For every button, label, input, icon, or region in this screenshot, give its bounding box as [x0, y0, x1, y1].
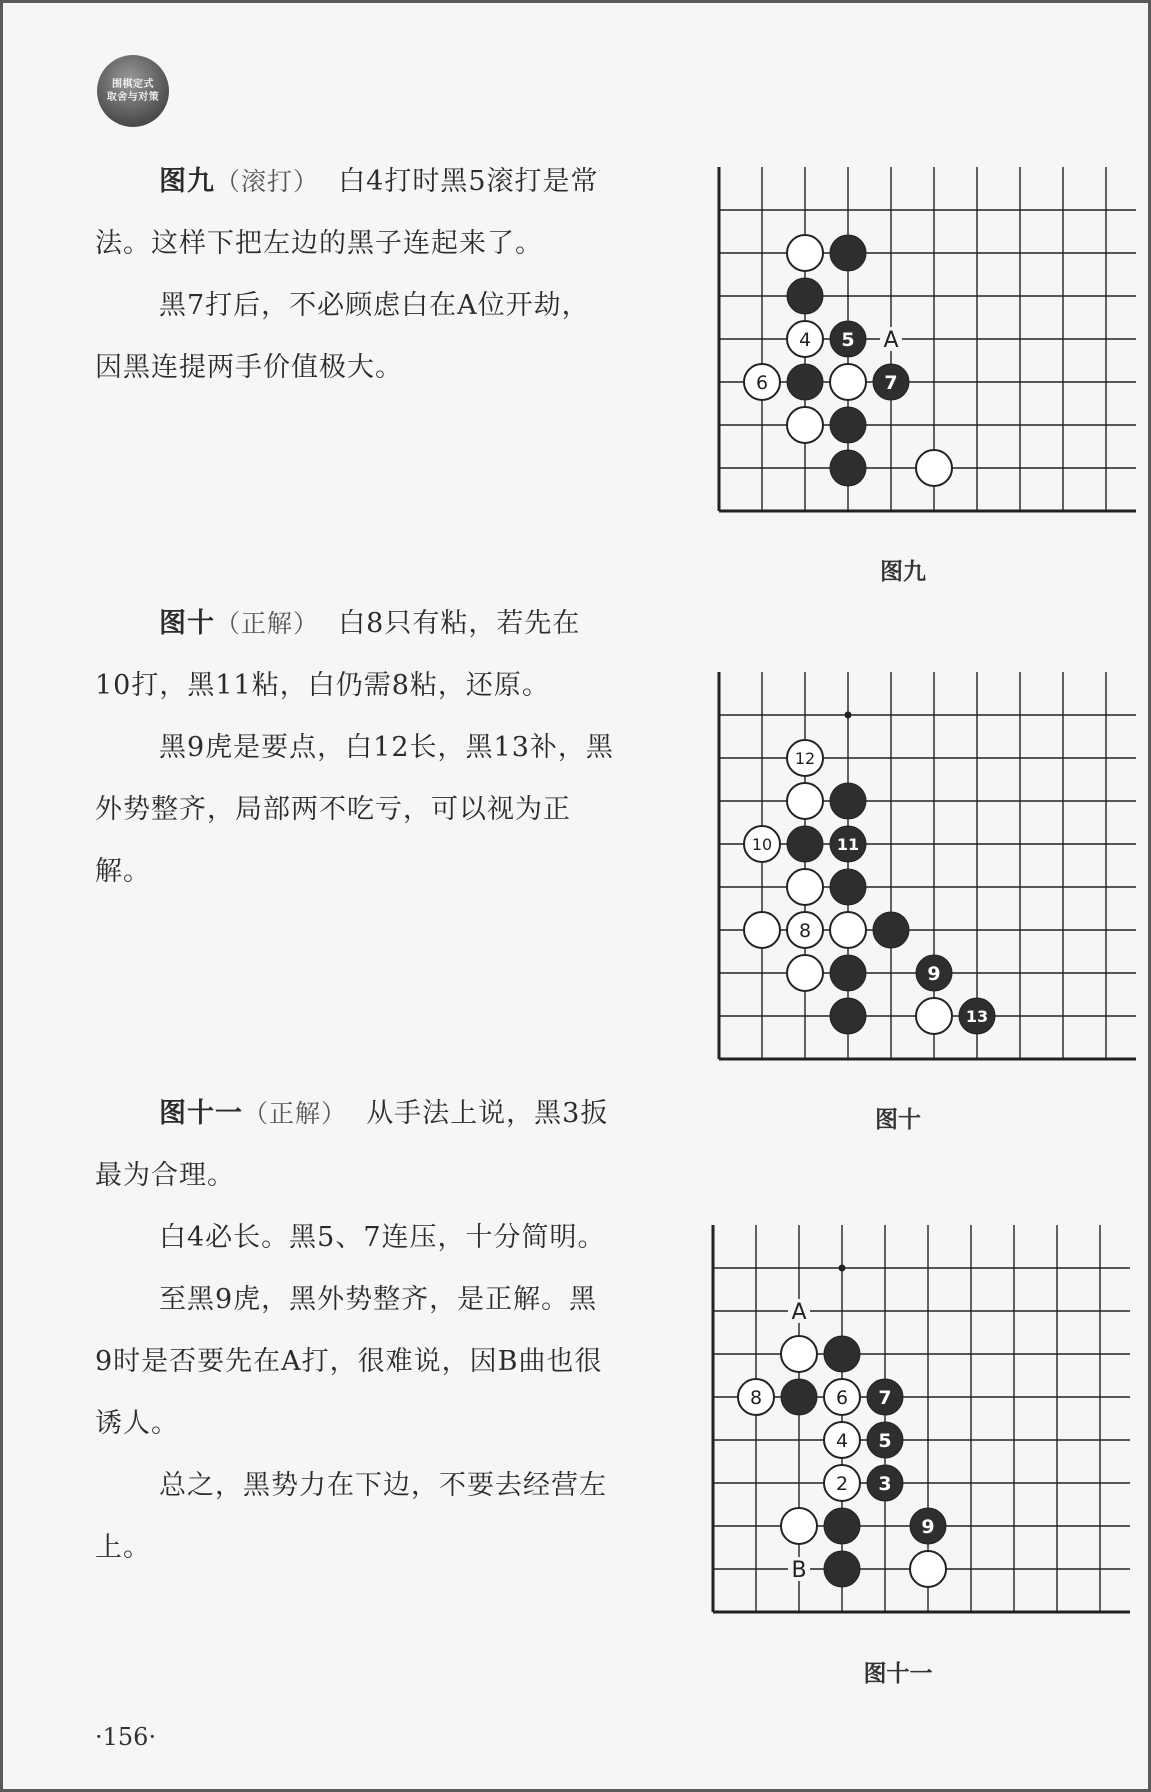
section-2-text — [95, 593, 615, 903]
white-stone — [916, 450, 952, 486]
black-stone — [830, 998, 866, 1034]
section-3-subtitle: （正解） — [243, 1099, 348, 1128]
page-number: ·156· — [95, 1723, 157, 1751]
black-stone — [781, 1379, 817, 1415]
section-1-paragraph-2: 黑7打后，不必顾虑白在A位开劫，因黑连提两手价值极大。 — [95, 290, 590, 383]
black-stone — [830, 450, 866, 486]
white-stone — [787, 869, 823, 905]
black-stone — [830, 869, 866, 905]
section-2-title: 图十 — [159, 608, 215, 639]
letter-mark: A — [883, 328, 899, 353]
section-1-paragraph-1 — [95, 151, 615, 275]
section-1-subtitle: （滚打） — [215, 167, 320, 196]
move-number: 12 — [794, 748, 816, 768]
hoshi-point — [839, 1265, 846, 1272]
book-logo — [97, 55, 169, 127]
diagram-9-caption: 图九 — [880, 559, 926, 585]
white-stone — [830, 364, 866, 400]
section-2-paragraph-1-body: 白8只有粘，若先在10打，黑11粘，白仍需8粘，还原。 — [95, 608, 581, 701]
section-3-paragraph-4: 总之，黑势力在下边，不要去经营左上。 — [95, 1470, 607, 1563]
black-stone — [824, 1508, 860, 1544]
move-number: 2 — [835, 1472, 849, 1495]
black-stone — [830, 235, 866, 271]
letter-mark: B — [791, 1558, 807, 1583]
logo-line-2: 取舍与对策 — [106, 92, 160, 103]
diagram-10-caption: 图十 — [875, 1107, 921, 1133]
black-stone — [824, 1336, 860, 1372]
book-page — [3, 3, 1148, 1789]
go-diagram-9 — [715, 163, 1085, 523]
white-stone — [787, 955, 823, 991]
go-diagram-11 — [709, 1221, 1079, 1621]
white-stone — [787, 407, 823, 443]
black-stone — [787, 278, 823, 314]
move-number: 11 — [836, 834, 860, 854]
move-number: 5 — [878, 1429, 892, 1452]
black-stone — [787, 364, 823, 400]
black-stone — [830, 955, 866, 991]
section-3-paragraph-2: 白4必长。黑5、7连压，十分简明。 — [159, 1222, 606, 1253]
section-3-text — [95, 1083, 615, 1579]
black-stone — [824, 1551, 860, 1587]
black-stone — [830, 783, 866, 819]
move-number: 8 — [798, 919, 812, 942]
white-stone — [910, 1551, 946, 1587]
black-stone — [787, 826, 823, 862]
section-3-paragraph-3: 至黑9虎，黑外势整齐，是正解。黑9时是否要先在A打，很难说，因B曲也很诱人。 — [95, 1284, 603, 1439]
white-stone — [787, 235, 823, 271]
logo-line-1: 围棋定式 — [112, 79, 154, 90]
section-3-paragraph-1-body: 从手法上说，黑3扳最为合理。 — [95, 1098, 609, 1191]
move-number: 7 — [884, 371, 898, 394]
move-number: 5 — [841, 328, 855, 351]
black-stone — [830, 407, 866, 443]
move-number: 4 — [835, 1429, 849, 1452]
diagram-11-caption: 图十一 — [863, 1661, 933, 1687]
section-1-title: 图九 — [159, 166, 215, 197]
section-2-paragraph-1 — [95, 593, 615, 717]
white-stone — [744, 912, 780, 948]
section-1-text — [95, 151, 615, 399]
move-number: 9 — [921, 1515, 935, 1538]
section-2-subtitle: （正解） — [215, 609, 320, 638]
white-stone — [781, 1336, 817, 1372]
move-number: 7 — [878, 1386, 892, 1409]
move-number: 9 — [927, 962, 941, 985]
go-diagram-10 — [715, 668, 1085, 1068]
white-stone — [787, 783, 823, 819]
section-2-paragraph-2: 黑9虎是要点，白12长，黑13补，黑外势整齐，局部两不吃亏，可以视为正解。 — [95, 732, 614, 887]
move-number: 8 — [749, 1386, 763, 1409]
white-stone — [830, 912, 866, 948]
move-number: 4 — [798, 328, 812, 351]
section-3-paragraph-1 — [95, 1083, 615, 1207]
white-stone — [916, 998, 952, 1034]
section-1-paragraph-1-body: 白4打时黑5滚打是常法。这样下把左边的黑子连起来了。 — [95, 166, 599, 259]
letter-mark: A — [791, 1300, 807, 1325]
move-number: 6 — [755, 371, 769, 394]
move-number: 10 — [751, 834, 773, 854]
section-3-title: 图十一 — [159, 1098, 243, 1129]
move-number: 3 — [878, 1472, 892, 1495]
black-stone — [873, 912, 909, 948]
hoshi-point — [845, 712, 852, 719]
move-number: 6 — [835, 1386, 849, 1409]
white-stone — [781, 1508, 817, 1544]
move-number: 13 — [965, 1006, 989, 1026]
